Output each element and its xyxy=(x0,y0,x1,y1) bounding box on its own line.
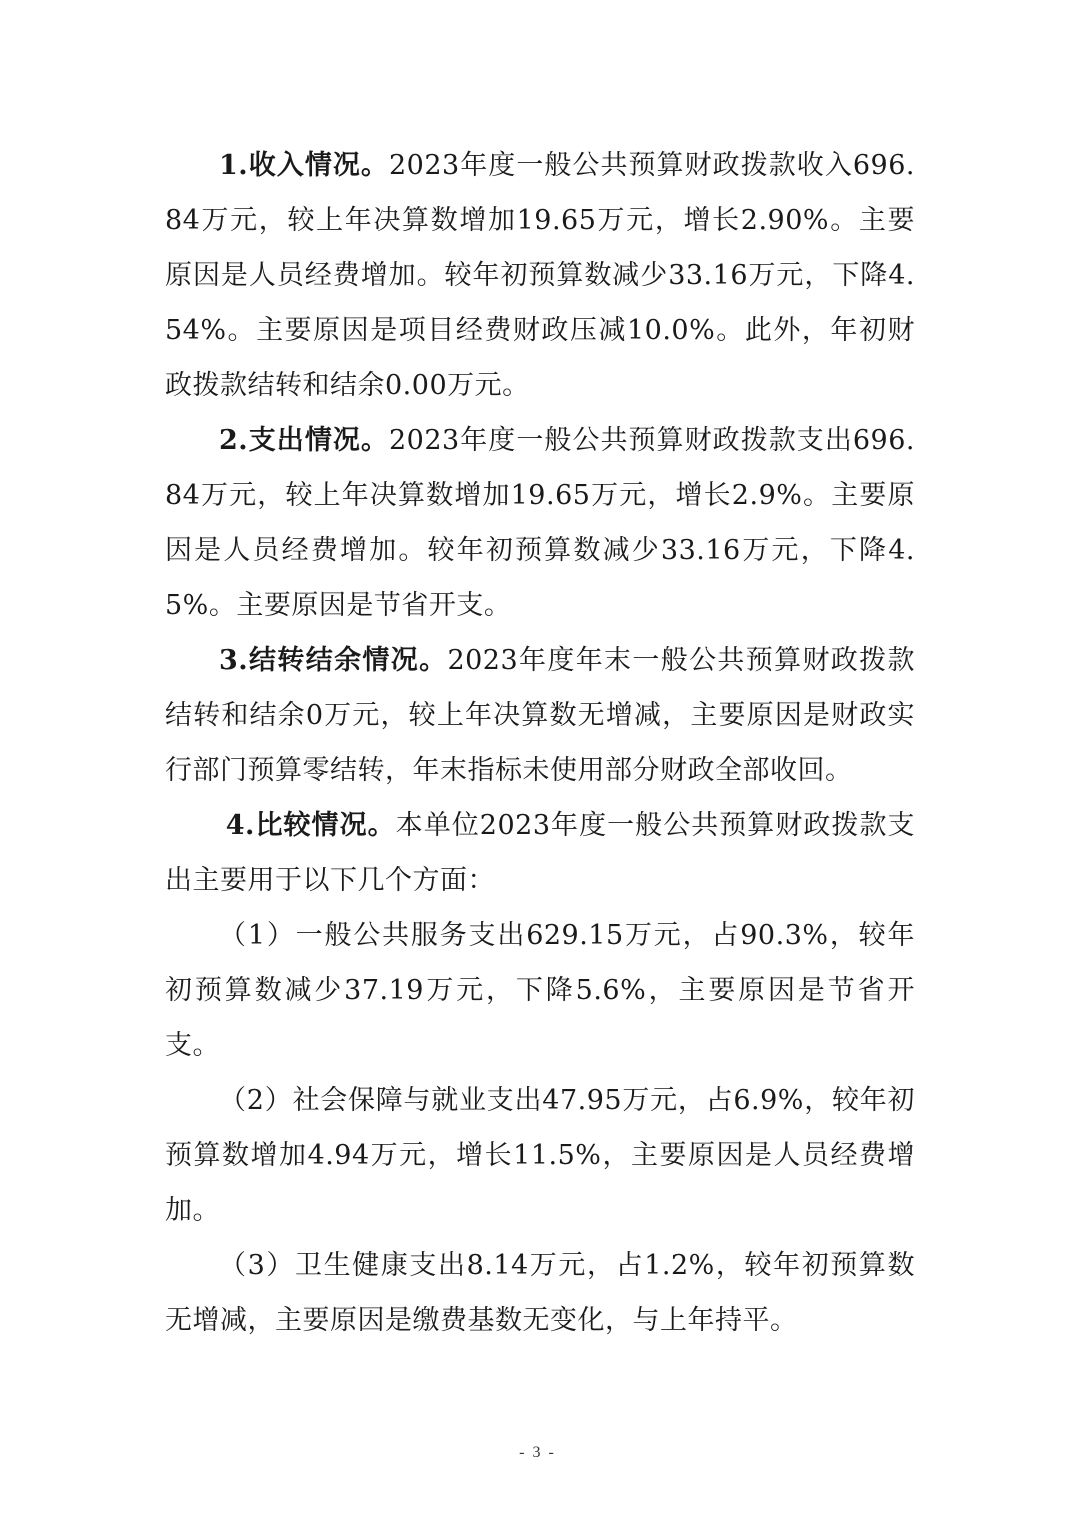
paragraph-carryover xyxy=(165,633,915,798)
paragraph-expenditure xyxy=(165,413,915,633)
paragraph-item-general-services xyxy=(165,908,915,1073)
paragraph-text: 2023年度一般公共预算财政拨款收入696.84万元，较上年决算数增加19.65万元，增长2.90%。主要原因是人员经费增加。较年初预算数减少33.16万元，下降4.54%。主要原因是项目经费财政压减10.0%。此外，年初财政拨款结转和结余0.00万元。 xyxy=(165,150,915,401)
document-body xyxy=(165,138,915,1348)
paragraph-text: （1）一般公共服务支出629.15万元，占90.3%，较年初预算数减少37.19万元，下降5.6%，主要原因是节省开支。 xyxy=(165,920,915,1061)
paragraph-lead: 4.比较情况。 xyxy=(225,810,396,841)
paragraph-lead: 1.收入情况。 xyxy=(219,150,389,181)
paragraph-comparison xyxy=(165,798,915,908)
paragraph-income xyxy=(165,138,915,413)
paragraph-text: 2023年度一般公共预算财政拨款支出696.84万元，较上年决算数增加19.65万元，增长2.9%。主要原因是人员经费增加。较年初预算数减少33.16万元，下降4.5%。主要原因是节省开支。 xyxy=(165,425,915,621)
paragraph-lead: 3.结转结余情况。 xyxy=(219,645,448,676)
paragraph-text: 本单位2023年度一般公共预算财政拨款支出主要用于以下几个方面： xyxy=(165,810,915,896)
paragraph-item-social-security xyxy=(165,1073,915,1238)
paragraph-text: 2023年度年末一般公共预算财政拨款结转和结余0万元，较上年决算数无增减，主要原因是财政实行部门预算零结转，年末指标未使用部分财政全部收回。 xyxy=(165,645,915,786)
paragraph-item-health xyxy=(165,1238,915,1348)
page-number: - 3 - xyxy=(519,1444,556,1461)
paragraph-text: （2）社会保障与就业支出47.95万元，占6.9%，较年初预算数增加4.94万元，增长11.5%，主要原因是人员经费增加。 xyxy=(165,1085,915,1226)
paragraph-text: （3）卫生健康支出8.14万元，占1.2%，较年初预算数无增减，主要原因是缴费基数无变化，与上年持平。 xyxy=(165,1250,915,1336)
paragraph-lead: 2.支出情况。 xyxy=(219,425,389,456)
